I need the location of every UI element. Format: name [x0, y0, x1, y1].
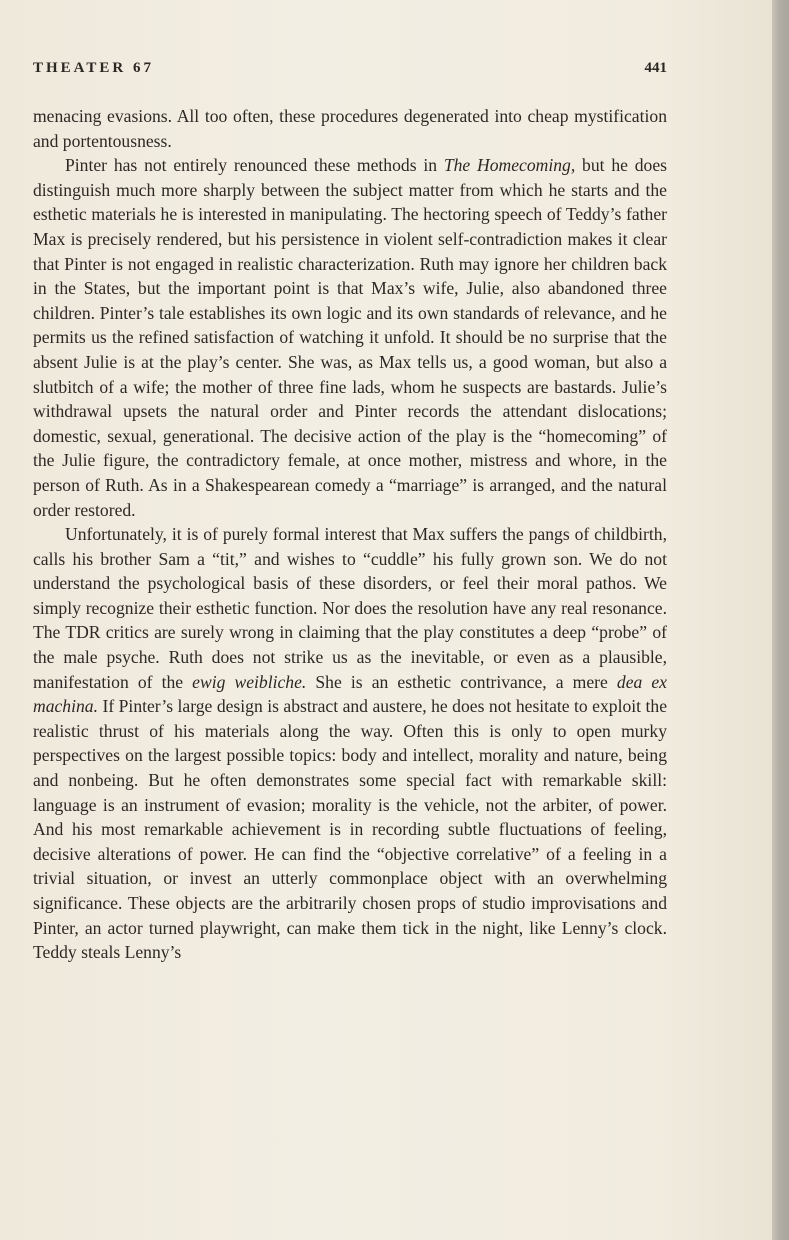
text-run: but he does distinguish much more sharply between the subject matter from which he starts and the esthetic materials he is interested in manipulating. The hectoring speech of Teddy’s father Max is precisely rendered, but his persistence in violent self-contradiction makes it clear that Pinter is not engaged in realistic characterization. Ruth may ignore her children back in the States, but the important point is that Max’s wife, Julie, also abandoned three children. Pinter’s tale establishes its own logic and its own standards of relevance, and he permits us the refined satisfaction of watching it unfold. It should be no surprise that the absent Julie is at the play’s center. She was, as Max tells us, a good woman, but also a slutbitch of a wife; the mother of three fine lads, whom he suspects are bastards. Julie’s withdrawal upsets the natural order and Pinter records the attendant dislocations; domestic, sexual, generational. The decisive action of the play is the “homecoming” of the Julie figure, the contradictory female, at once mother, mistress and whore, in the person of Ruth. As in a Shakespearean comedy a “marriage” is arranged, and the natural order restored. [33, 155, 667, 520]
text-run: Unfortunately, it is of purely formal interest that Max suffers the pangs of childbirth, calls his brother Sam a “tit,” and wishes to “cuddle” his fully grown son. We do not understand the psychological basis of these disorders, or feel their moral pathos. We simply recognize their esthetic function. Nor does the resolution have any real resonance. The TDR critics are surely wrong in claiming that the play constitutes a deep “probe” of the male psyche. Ruth does not strike us as the inevitable, or even as a plausible, manifestation of the [33, 524, 667, 692]
book-gutter [772, 0, 789, 1240]
running-head: THEATER 67 [33, 60, 154, 76]
text-run: Pinter has not entirely renounced these methods in [65, 155, 444, 176]
paragraph [33, 153, 667, 522]
italic-text: dea ex machina. [33, 671, 667, 717]
page-number: 441 [644, 60, 667, 76]
page-header [33, 60, 667, 84]
paragraph [33, 104, 667, 153]
text-run: menacing evasions. All too often, these procedures degenerated into cheap mystification and portentousness. [33, 106, 667, 151]
italic-text: The Homecoming, [443, 155, 576, 176]
text-run: If Pinter’s large design is abstract and austere, he does not hesitate to exploit the realistic thrust of his materials along the way. Often this is only to open murky perspectives on the largest possible topics: body and intellect, morality and nature, being and nonbeing. But he often demonstrates some special fact with remarkable skill: language is an instrument of evasion; morality is the vehicle, not the arbiter, of power. And his most remarkable achievement is in recording subtle fluctuations of feeling, decisive alterations of power. He can find the “objective correlative” of a feeling in a trivial situation, or invest an utterly commonplace object with an overwhelming significance. These objects are the arbitrarily chosen props of studio improvisations and Pinter, an actor turned playwright, can make them tick in the night, like Lenny’s clock. Teddy steals Lenny’s [33, 696, 667, 963]
italic-text: ewig weibliche. [192, 671, 307, 692]
text-run: She is an esthetic contrivance, a mere [306, 671, 617, 692]
body-text [33, 104, 667, 965]
paragraph [33, 522, 667, 965]
